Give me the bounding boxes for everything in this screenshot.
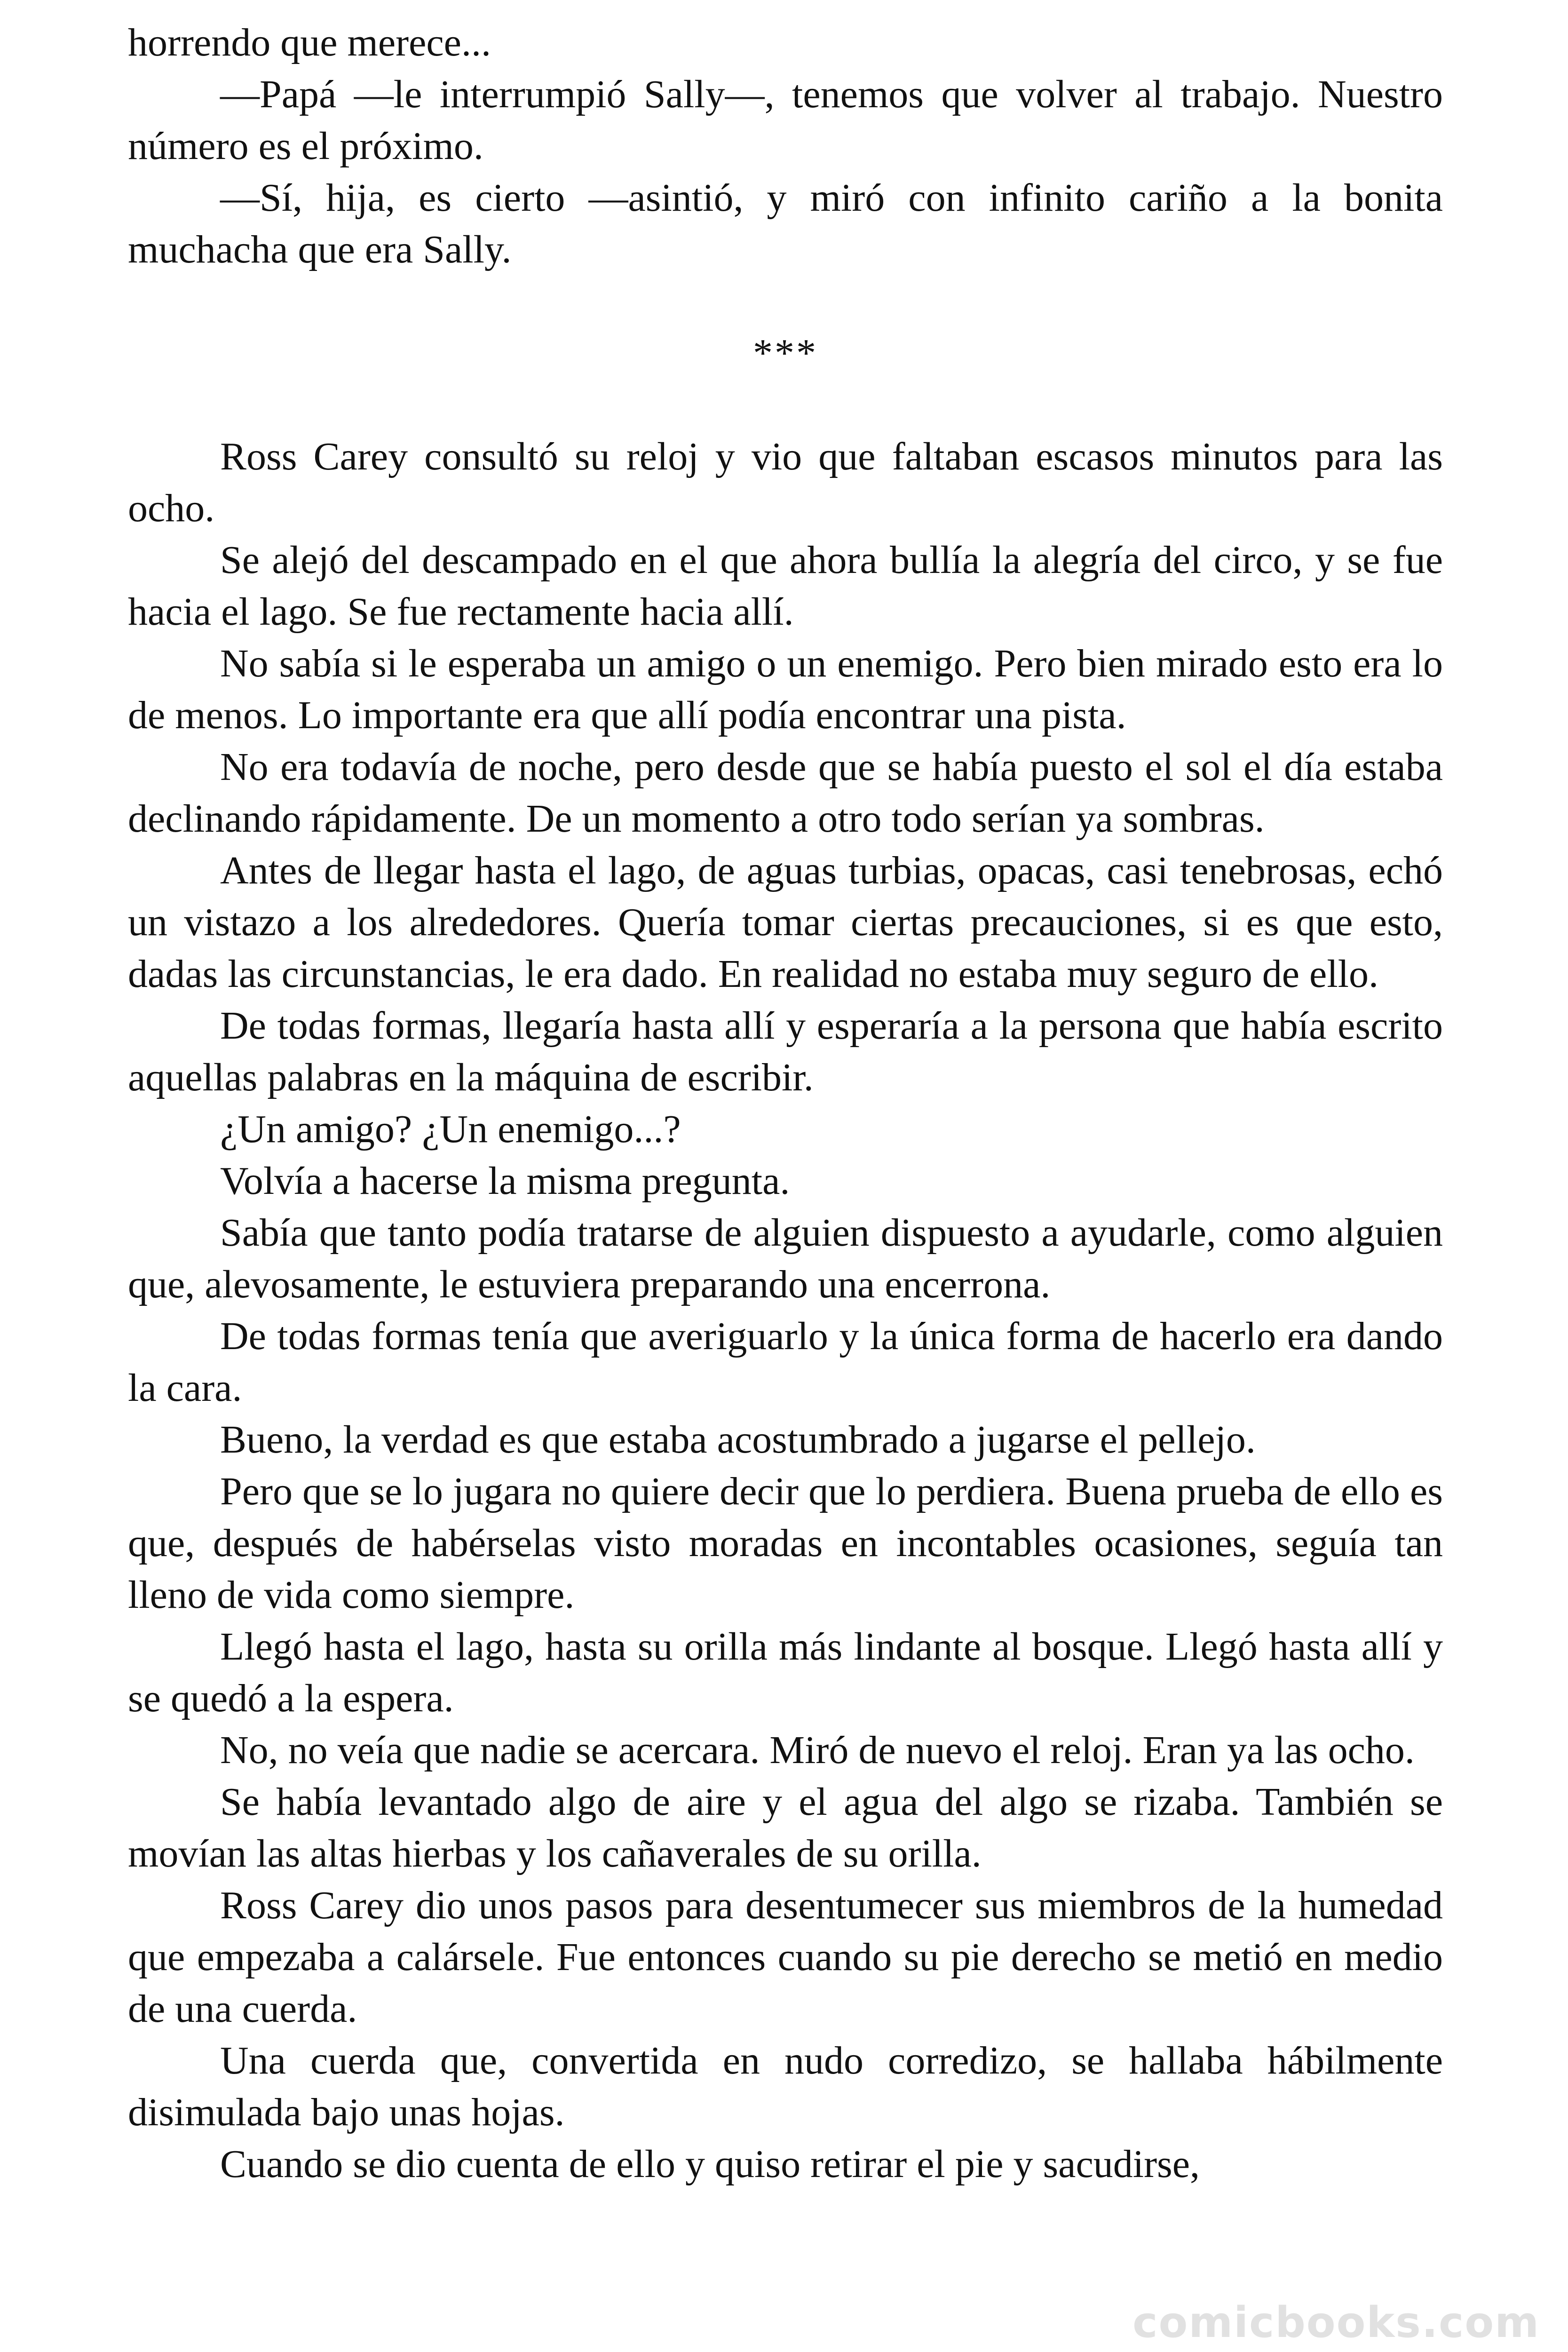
paragraph-3: —Sí, hija, es cierto —asintió, y miró con infinito cariño a la bonita muchacha que era Sally. [128, 176, 1443, 271]
paragraph-6: No sabía si le esperaba un amigo o un enemigo. Pero bien mirado esto era lo de menos. Lo importante era que allí podía encontrar una pista. [128, 642, 1443, 737]
paragraph-21: Cuando se dio cuenta de ello y quiso retirar el pie y sacudirse, [220, 2142, 1200, 2186]
paragraph-16: Llegó hasta el lago, hasta su orilla más lindante al bosque. Llegó hasta allí y se quedó a la espera. [128, 1625, 1443, 1720]
section-separator: *** [753, 331, 818, 375]
paragraph-15: Pero que se lo jugara no quiere decir que lo perdiera. Buena prueba de ello es que, después de habérselas visto moradas en incontables ocasiones, seguía tan lleno de vida como siempre. [128, 1470, 1443, 1617]
paragraph-11: Volvía a hacerse la misma pregunta. [220, 1159, 790, 1203]
paragraph-19: Ross Carey dio unos pasos para desentumecer sus miembros de la humedad que empezaba a calársele. Fue entonces cuando su pie derecho se metió en medio de una cuerda. [128, 1883, 1443, 2031]
paragraph-13: De todas formas tenía que averiguarlo y la única forma de hacerlo era dando la cara. [128, 1314, 1443, 1410]
paragraph-9: De todas formas, llegaría hasta allí y esperaría a la persona que había escrito aquellas palabras en la máquina de escribir. [128, 1004, 1443, 1099]
paragraph-8: Antes de llegar hasta el lago, de aguas turbias, opacas, casi tenebrosas, echó un vistazo a los alrededores. Quería tomar ciertas precauciones, si es que esto, dadas las circunstancias, le era dado. En realidad no estaba muy seguro de ello. [128, 849, 1443, 996]
paragraph-10: ¿Un amigo? ¿Un enemigo...? [220, 1107, 681, 1151]
paragraph-12: Sabía que tanto podía tratarse de alguien dispuesto a ayudarle, como alguien que, alevosamente, le estuviera preparando una encerrona. [128, 1211, 1443, 1306]
paragraph-17: No, no veía que nadie se acercara. Miró de nuevo el reloj. Eran ya las ocho. [220, 1728, 1415, 1772]
paragraph-2: —Papá —le interrumpió Sally—, tenemos que volver al trabajo. Nuestro número es el próximo. [128, 72, 1443, 168]
paragraph-20: Una cuerda que, convertida en nudo corredizo, se hallaba hábilmente disimulada bajo unas hojas. [128, 2039, 1443, 2134]
watermark-logo: comicbooks.com [1132, 2298, 1540, 2347]
document-page [128, 17, 1443, 2190]
paragraph-7: No era todavía de noche, pero desde que se había puesto el sol el día estaba declinando rápidamente. De un momento a otro todo serían ya sombras. [128, 745, 1443, 841]
paragraph-4: Ross Carey consultó su reloj y vio que faltaban escasos minutos para las ocho. [128, 435, 1443, 530]
paragraph-14: Bueno, la verdad es que estaba acostumbrado a jugarse el pellejo. [220, 1418, 1256, 1462]
paragraph-1: horrendo que merece... [128, 21, 491, 64]
paragraph-18: Se había levantado algo de aire y el agua del algo se rizaba. También se movían las altas hierbas y los cañaverales de su orilla. [128, 1780, 1443, 1875]
paragraph-5: Se alejó del descampado en el que ahora bullía la alegría del circo, y se fue hacia el lago. Se fue rectamente hacia allí. [128, 538, 1443, 634]
